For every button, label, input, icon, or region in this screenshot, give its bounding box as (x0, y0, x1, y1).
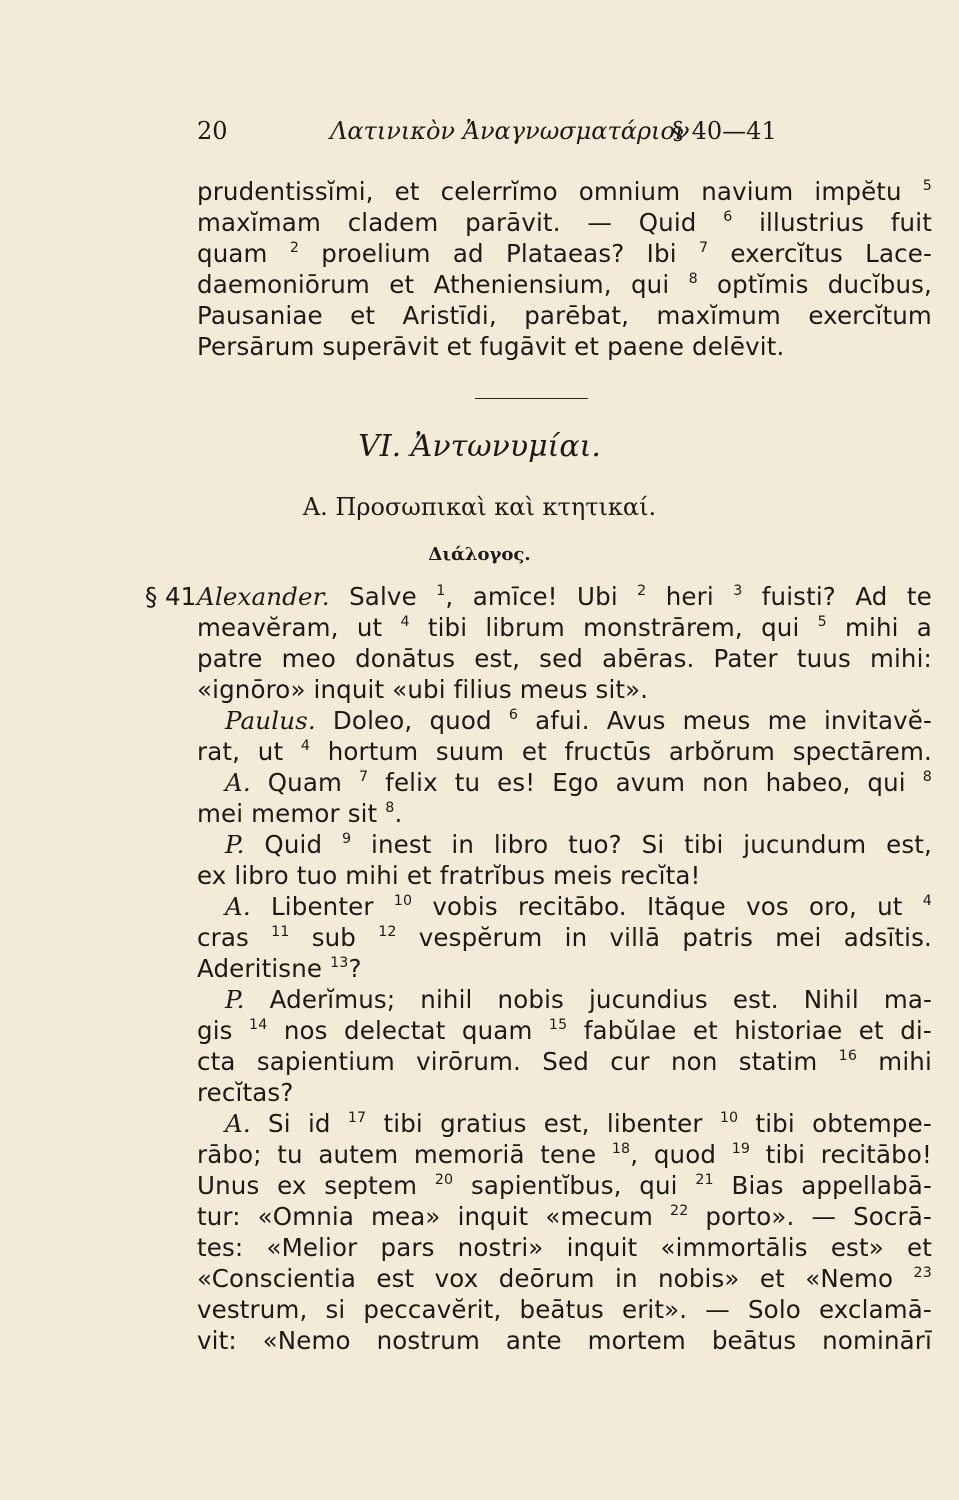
text-line: ex libro tuo mihi et fratrĭbus meis recĭta! (197, 861, 701, 890)
text-line: maxĭmam cladem parāvit. — Quid $^6$ illustrius fuit (197, 208, 932, 237)
text-line: Paulus. Doleo, quod $^6$ afui. Avus meus me invitavĕ- (225, 706, 932, 735)
dialogue-heading: Διάλογος. (428, 544, 531, 565)
text-line: meavĕram, ut $^4$ tibi librum monstrārem, qui $^5$ mihi a (197, 613, 932, 642)
text-line: vit: «Nemo nostrum ante mortem beātus nominārī (197, 1326, 932, 1355)
section-divider (475, 398, 588, 399)
text-line: tes: «Melior pars nostri» inquit «immortālis est» et (197, 1233, 932, 1262)
text-line: vestrum, si peccavĕrit, beātus erit». — Solo exclamā- (197, 1295, 932, 1324)
running-title: Λατινικὸν Ἀναγνωσματάριον (330, 117, 690, 145)
text-line: cta sapientium virōrum. Sed cur non statim $^{16}$ mihi (197, 1047, 932, 1076)
section-range: § 40—41 (672, 117, 777, 145)
dialogue-text (197, 581, 932, 1356)
text-line: A. Si id $^{17}$ tibi gratius est, libenter $^{10}$ tibi obtempe- (225, 1109, 932, 1138)
section-title: VI. Ἀντωνυμίαι. (358, 429, 601, 464)
text-line: mei memor sit $^8$. (197, 799, 403, 828)
intro-text (197, 176, 932, 362)
text-line: Alexander. Salve $^1$, amīce! Ubi $^2$ heri $^3$ fuisti? Ad te (197, 582, 932, 611)
text-line: cras $^{11}$ sub $^{12}$ vespĕrum in villā patris mei adsītis. (197, 923, 932, 952)
text-line: Pausaniae et Aristīdi, parēbat, maxĭmum exercĭtum (197, 301, 932, 330)
paragraph-number: § 41 (145, 582, 197, 611)
text-line: rābo; tu autem memoriā tene $^{18}$, quod $^{19}$ tibi recitābo! (197, 1140, 932, 1169)
text-line: P. Aderĭmus; nihil nobis jucundius est. Nihil ma- (225, 985, 932, 1014)
page-number: 20 (197, 117, 228, 145)
text-line: Persārum superāvit et fugāvit et paene delēvit. (197, 332, 785, 361)
text-line: rat, ut $^4$ hortum suum et fructūs arbŏrum spectārem. (197, 737, 932, 766)
text-line: Unus ex septem $^{20}$ sapientĭbus, qui $^{21}$ Bias appellabā- (197, 1171, 932, 1200)
text-line: recĭtas? (197, 1078, 294, 1107)
text-line: P. Quid $^9$ inest in libro tuo? Si tibi jucundum est, (225, 830, 932, 859)
text-line: daemoniōrum et Atheniensium, qui $^8$ optĭmis ducĭbus, (197, 270, 932, 299)
text-line: A. Quam $^7$ felix tu es! Ego avum non habeo, qui $^8$ (225, 768, 932, 797)
text-line: «Conscientia est vox deōrum in nobis» et «Nemo $^{23}$ (197, 1264, 932, 1293)
text-line: quam $^2$ proelium ad Plataeas? Ibi $^7$ exercĭtus Lace- (197, 239, 932, 268)
section-subtitle: Α. Προσωπικαὶ καὶ κτητικαί. (302, 493, 657, 521)
text-line: A. Libenter $^{10}$ vobis recitābo. Ităque vos oro, ut $^4$ (225, 892, 932, 921)
text-line: tur: «Omnia mea» inquit «mecum $^{22}$ porto». — Socrā- (197, 1202, 932, 1231)
text-line: prudentissĭmi, et celerrĭmo omnium navium impĕtu $^5$ (197, 177, 932, 206)
text-line: Aderitisne $^{13}$? (197, 954, 362, 983)
text-line: gis $^{14}$ nos delectat quam $^{15}$ fabŭlae et historiae et di- (197, 1016, 932, 1045)
text-line: «ignōro» inquit «ubi filius meus sit». (197, 675, 649, 704)
text-line: patre meo donātus est, sed abēras. Pater tuus mihi: (197, 644, 932, 673)
